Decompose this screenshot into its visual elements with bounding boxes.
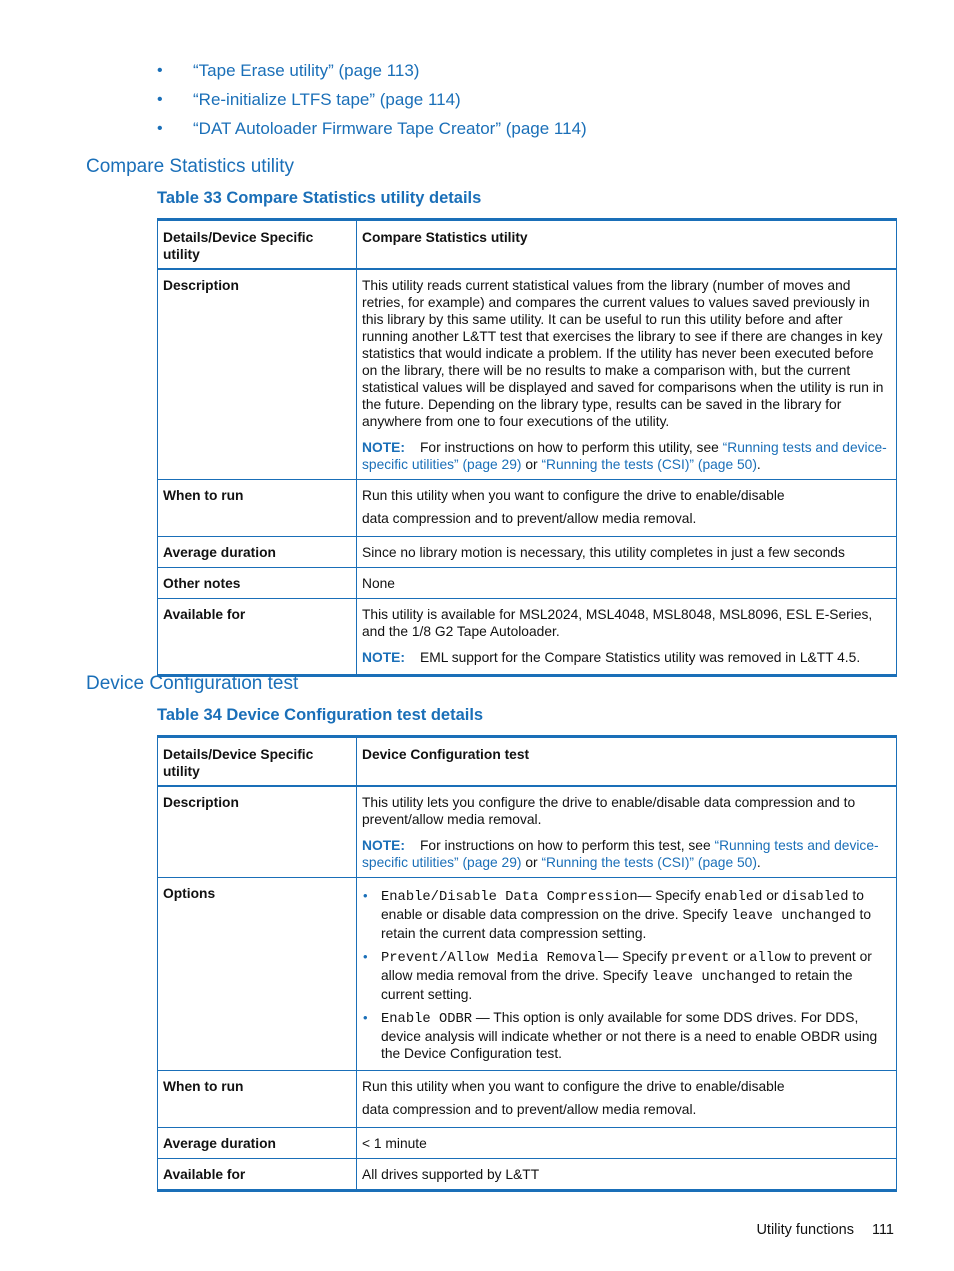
row-value: [357, 1071, 897, 1128]
option-text: — Specify: [637, 888, 705, 903]
reinitialize-ltfs-link[interactable]: “Re-initialize LTFS tape” (page 114): [193, 90, 461, 109]
row-label: Available for: [158, 599, 357, 676]
row-label: Options: [158, 878, 357, 1071]
row-value: [357, 786, 897, 878]
row-value: < 1 minute: [357, 1128, 897, 1159]
table-row: [158, 878, 897, 1071]
option-code: leave unchanged: [731, 909, 856, 924]
option-code: disabled: [782, 890, 849, 905]
note: [362, 439, 891, 473]
running-tests-link[interactable]: “Running tests and device-specific utilities” (page 29): [362, 440, 887, 472]
option-code: leave unchanged: [651, 970, 776, 985]
option-text: or: [729, 949, 750, 964]
option-text: — This option is only available for some DDS drives. For DDS, device analysis will indicate whether or not there is a need to enable OBDR using the Device Configuration test.: [381, 1010, 878, 1061]
row-label: Average duration: [158, 1128, 357, 1159]
note-text: .: [756, 457, 761, 472]
option-code: Prevent/Allow Media Removal: [381, 951, 605, 966]
description-text: This utility lets you configure the drive to enable/disable data compression and to prevent/allow media removal.: [362, 795, 856, 827]
list-item: [155, 87, 587, 116]
column-header: Compare Statistics utility: [357, 220, 897, 270]
note-label: NOTE:: [362, 440, 405, 455]
table-caption-34: Table 34 Device Configuration test details: [157, 706, 484, 724]
table-row: [158, 480, 897, 537]
options-list: [362, 887, 891, 1062]
bullet-icon: •: [157, 62, 163, 79]
option-text: — Specify: [604, 949, 672, 964]
note-text: For instructions on how to perform this utility, see: [420, 440, 723, 455]
option-item: [362, 887, 891, 942]
row-value: [357, 878, 897, 1071]
option-item: [362, 1009, 891, 1062]
page-footer: [756, 1222, 894, 1238]
row-label: Description: [158, 269, 357, 480]
option-code: Enable ODBR: [381, 1012, 473, 1027]
bullet-icon: •: [363, 1010, 368, 1025]
row-label: Average duration: [158, 537, 357, 568]
when-to-run-line: Run this utility when you want to configure the drive to enable/disable: [362, 488, 785, 503]
table-row: [158, 1128, 897, 1159]
table-caption-33: Table 33 Compare Statistics utility details: [157, 189, 482, 207]
option-text: to retain the current setting.: [381, 968, 853, 1002]
table-row: [158, 269, 897, 480]
bullet-icon: •: [363, 949, 368, 964]
column-header: Details/Device Specific utility: [158, 220, 357, 270]
option-code: prevent: [671, 951, 730, 966]
when-to-run-line: Run this utility when you want to configure the drive to enable/disable: [362, 1079, 785, 1094]
list-item: [155, 58, 587, 87]
related-links-list: [155, 58, 587, 145]
option-code: Enable/Disable Data Compression: [381, 890, 638, 905]
note-label: NOTE:: [362, 650, 405, 665]
option-text: to retain the current data compression setting.: [381, 907, 872, 941]
row-value: [357, 480, 897, 537]
table-row: [158, 599, 897, 676]
bullet-icon: •: [157, 120, 163, 137]
running-tests-link[interactable]: “Running tests and device-specific utilities” (page 29): [362, 838, 879, 870]
row-label: Description: [158, 786, 357, 878]
row-label: When to run: [158, 1071, 357, 1128]
device-configuration-table: [157, 735, 897, 1192]
note-text: .: [756, 855, 761, 870]
note: [362, 837, 891, 871]
section-heading-device-configuration: Device Configuration test: [86, 673, 299, 694]
table-row: [158, 537, 897, 568]
option-item: [362, 948, 891, 1003]
row-value: None: [357, 568, 897, 599]
page-number: 111: [871, 1222, 894, 1238]
when-to-run-line: data compression and to prevent/allow media removal.: [362, 1102, 697, 1117]
dat-autoloader-link[interactable]: “DAT Autoloader Firmware Tape Creator” (page 114): [193, 119, 587, 138]
list-item: [155, 116, 587, 145]
row-value: [357, 269, 897, 480]
row-value: Since no library motion is necessary, this utility completes in just a few seconds: [357, 537, 897, 568]
tape-erase-link[interactable]: “Tape Erase utility” (page 113): [193, 61, 420, 80]
footer-section-title: Utility functions: [756, 1222, 854, 1238]
available-for-text: This utility is available for MSL2024, MSL4048, MSL8048, MSL8096, ESL E-Series, and the 1/8 G2 Tape Autoloader.: [362, 607, 873, 639]
table-header-row: [158, 737, 897, 787]
table-row: [158, 1159, 897, 1191]
note-label: NOTE:: [362, 838, 405, 853]
row-label: Available for: [158, 1159, 357, 1191]
running-tests-csi-link[interactable]: “Running the tests (CSI)” (page 50): [541, 855, 757, 870]
description-text: This utility reads current statistical values from the library (number of moves and retries, for example) and compares the current values to values saved previously in this library by this same utility. It can be useful to run this utility before and after running another L&TT test that exercises the library to see if there are changes in key statistics that would indicate a problem. If the utility has never been executed before on the library, there will be no results to make a comparison with, but the current statistical values will be displayed and saved for comparisons when the utility is run in the future. Depending on the library type, results can be saved in the library for anywhere from one to four executions of the utility.: [362, 278, 884, 429]
table-row: [158, 1071, 897, 1128]
bullet-icon: •: [157, 91, 163, 108]
row-label: Other notes: [158, 568, 357, 599]
column-header: Device Configuration test: [357, 737, 897, 787]
when-to-run-line: data compression and to prevent/allow media removal.: [362, 511, 697, 526]
row-value: [357, 599, 897, 676]
table-header-row: [158, 220, 897, 270]
option-text: or: [762, 888, 783, 903]
bullet-icon: •: [363, 888, 368, 903]
table-row: [158, 568, 897, 599]
note-text: For instructions on how to perform this test, see: [420, 838, 715, 853]
compare-statistics-table: [157, 218, 897, 677]
note-text: or: [521, 457, 542, 472]
running-tests-csi-link[interactable]: “Running the tests (CSI)” (page 50): [541, 457, 757, 472]
row-value: All drives supported by L&TT: [357, 1159, 897, 1191]
option-text: to prevent or allow media removal from the drive. Specify: [381, 949, 872, 983]
note: [362, 649, 891, 666]
row-label: When to run: [158, 480, 357, 537]
note-text: EML support for the Compare Statistics utility was removed in L&TT 4.5.: [420, 650, 861, 665]
note-text: or: [521, 855, 542, 870]
option-code: allow: [749, 951, 791, 966]
column-header: Details/Device Specific utility: [158, 737, 357, 787]
section-heading-compare-statistics: Compare Statistics utility: [86, 156, 295, 177]
option-text: to enable or disable data compression on the drive. Specify: [381, 888, 864, 922]
option-code: enabled: [704, 890, 763, 905]
table-row: [158, 786, 897, 878]
